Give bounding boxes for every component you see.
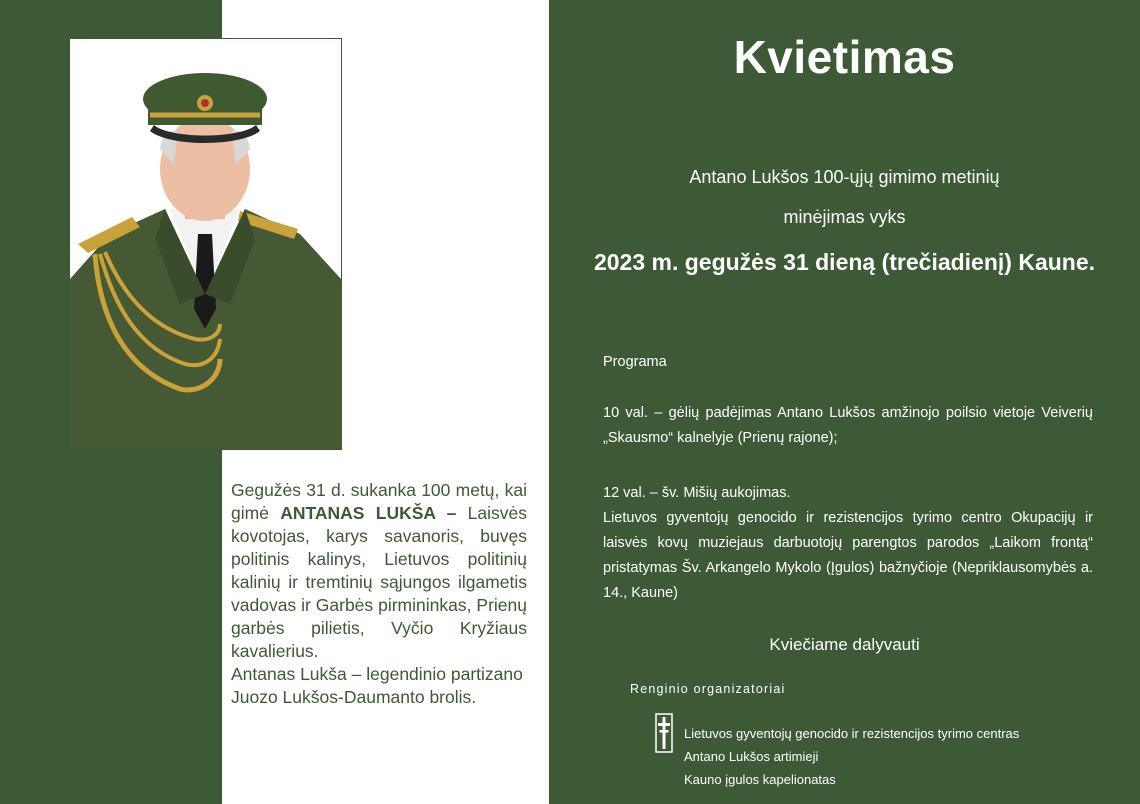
bio-text-before: Gegužės 31 d. sukanka 100 metų, kai gimė [231, 480, 527, 523]
genocide-centre-logo-icon [655, 713, 673, 753]
invite-text: Kviečiame dalyvauti [769, 635, 920, 654]
organizer-3: Kauno įgulos kapelionatas [684, 772, 836, 787]
organizers-label: Renginio organizatoriai [630, 682, 786, 696]
program-item-2-body: Lietuvos gyventojų genocido ir rezistencijos tyrimo centro Okupacijų ir laisvės kovų muziejaus darbuotojų parengtos parodos „Laikom frontą“ pristatymas Šv. Arkangelo Mykolo (Įgulos) bažnyčioje (Nepriklausomybės a. 14., Kaune) [603, 510, 1093, 601]
biography-text [231, 479, 527, 709]
intro-line-2: minėjimas vyks [783, 207, 906, 227]
organizers-list [684, 722, 1019, 791]
bio-text-after: Laisvės kovotojas, karys savanoris, buvęs politinis kalinys, Lietuvos politinių kalinių ir tremtinių sąjungos ilgametis vadovas ir Garbės pirmininkas, Prienų garbės pilietis, Vyčio Kryžiaus kavalierius. [231, 503, 528, 661]
organizer-2: Antano Lukšos artimieji [684, 749, 819, 764]
program-item-1 [603, 401, 1093, 451]
intro-line-1: Antano Lukšos 100-ųjų gimimo metinių [689, 167, 1000, 187]
event-date: 2023 m. gegužės 31 dieną (trečiadienį) Kaune. [593, 249, 1096, 275]
bio-text-end: Antanas Lukša – legendinio partizano Juozo Lukšos-Daumanto brolis. [231, 664, 523, 707]
bio-name: ANTANAS LUKŠA – [280, 503, 457, 523]
program-item-2-head: 12 val. – šv. Mišių aukojimas. [603, 485, 791, 501]
invitation-title: Kvietimas [733, 31, 956, 83]
program-item-2 [603, 481, 1093, 606]
invitation-panel [549, 0, 1140, 804]
organizer-1: Lietuvos gyventojų genocido ir rezistencijos tyrimo centras [684, 726, 1020, 741]
program-label: Programa [603, 354, 667, 370]
portrait-photo [69, 38, 342, 450]
program-item-1-text: 10 val. – gėlių padėjimas Antano Lukšos amžinojo poilsio vietoje Veiverių „Skausmo“ kalnelyje (Prienų rajone); [603, 405, 1093, 446]
portrait-illustration [70, 39, 341, 449]
